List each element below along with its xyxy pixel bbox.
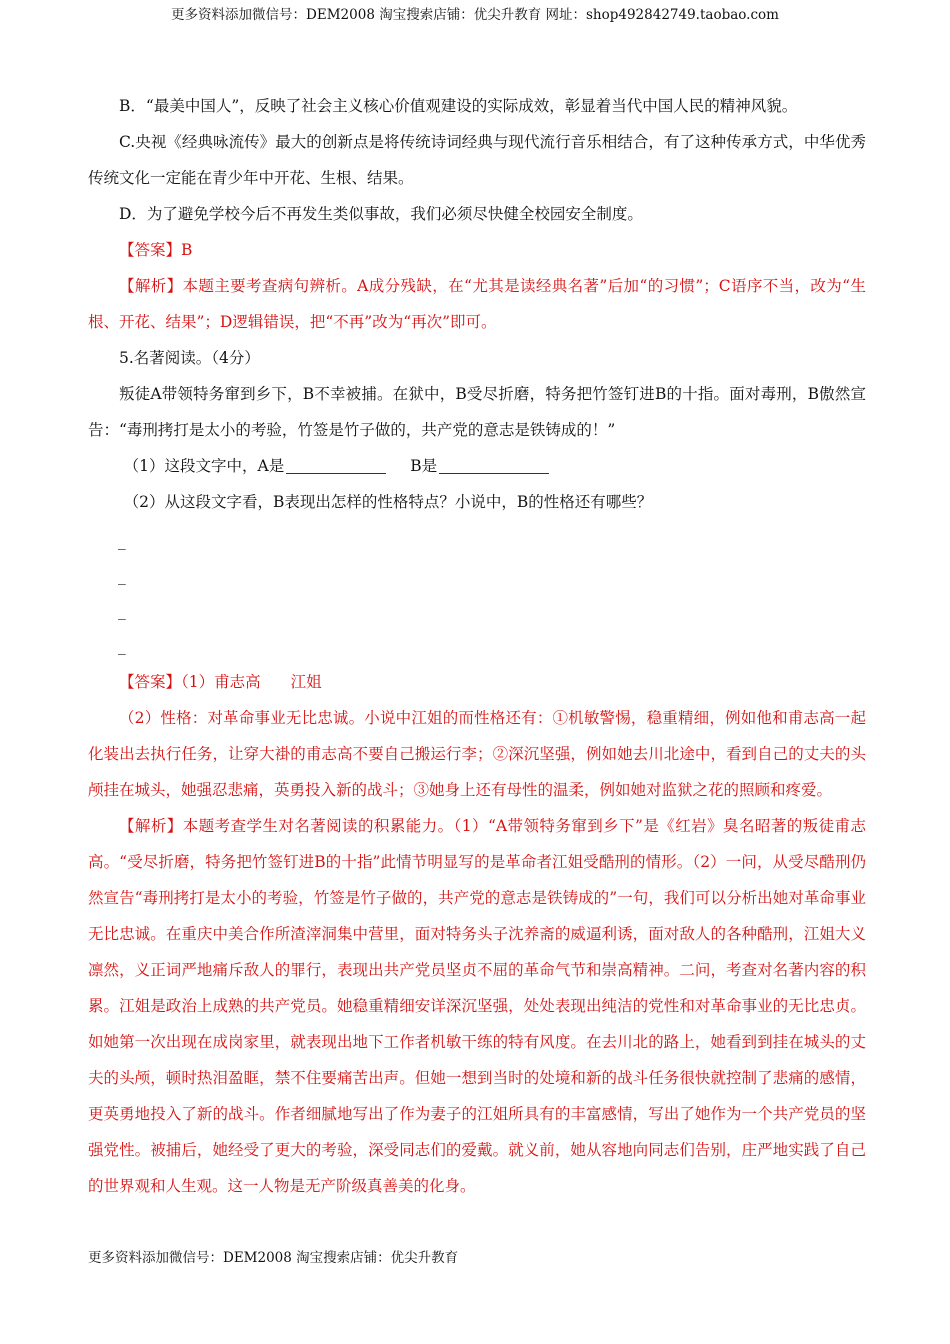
page-footer: 更多资料添加微信号：DEM2008 淘宝搜索店铺：优尖升教育 [88,1250,459,1266]
option-c: C.央视《经典咏流传》最大的创新点是将传统诗词经典与现代流行音乐相结合，有了这种传承方式，中华优秀传统文化一定能在青少年中开花、生根、结果。 [88,133,866,187]
answer-blank-a[interactable] [286,455,386,474]
q4-analysis: 【解析】本题主要考查病句辨析。A成分残缺，在“尤其是读经典名著”后加“的习惯”；C语序不当，改为“生根、开花、结果”；D逻辑错误，把“不再”改为“再次”即可。 [88,277,866,331]
q5-sub1-b: B是 [410,457,438,475]
q5-answer-part1 [88,664,866,700]
q5-sub1 [88,448,866,484]
answer-blank-b[interactable] [439,455,549,474]
option-b: B．“最美中国人”，反映了社会主义核心价值观建设的实际成效，彰显着当代中国人民的精神风貌。 [119,97,798,115]
answer-line: _ [118,637,126,655]
page-header: 更多资料添加微信号：DEM2008 淘宝搜索店铺：优尖升教育 网址：shop492842749.taobao.com [171,7,779,23]
q5-answer-name2: 江姐 [290,673,322,691]
q5-passage: 叛徒A带领特务窜到乡下，B不幸被捕。在狱中，B受尽折磨，特务把竹签钉进B的十指。面对毒刑，B傲然宣告：“毒刑拷打是太小的考验，竹签是竹子做的，共产党的意志是铁铸成的！” [88,385,866,439]
q5-title: 5.名著阅读。（4分） [119,349,260,367]
document-body [88,88,866,1204]
option-d: D．为了避免学校今后不再发生类似事故，我们必须尽快健全校园安全制度。 [119,205,643,223]
answer-line: _ [118,602,126,620]
q5-analysis: 【解析】本题考查学生对名著阅读的积累能力。（1）“A带领特务窜到乡下”是《红岩》臭名昭著的叛徒甫志高。“受尽折磨，特务把竹签钉进B的十指”此情节明显写的是革命者江姐受酷刑的情形。（2）一问，从受尽酷刑仍然宣告“毒刑拷打是太小的考验，竹签是竹子做的，共产党的意志是铁铸成的”一句，我们可以分析出她对革命事业无比忠诚。在重庆中美合作所渣滓洞集中营里，面对特务头子沈养斋的威逼利诱，面对敌人的各种酷刑，江姐大义凛然，义正词严地痛斥敌人的罪行，表现出共产党员坚贞不屈的革命气节和崇高精神。二问，考查对名著内容的积累。江姐是政治上成熟的共产党员。她稳重精细安详深沉坚强，处处表现出纯洁的党性和对革命事业的无比忠贞。如她第一次出现在成岗家里，就表现出地下工作者机敏干练的特有风度。在去川北的路上，她看到到挂在城头的丈夫的头颅，顿时热泪盈眶，禁不住要痛苦出声。但她一想到当时的处境和新的战斗任务很快就控制了悲痛的感情，更英勇地投入了新的战斗。作者细腻地写出了作为妻子的江姐所具有的丰富感情，写出了她作为一个共产党员的坚强党性。被捕后，她经受了更大的考验，深受同志们的爱戴。就义前，她从容地向同志们告别，庄严地实践了自己的世界观和人生观。这一人物是无产阶级真善美的化身。 [88,817,866,1195]
answer-line: _ [118,532,126,550]
q5-answer-label: 【答案】（1）甫志高 [119,673,261,691]
q5-sub1-prefix: （1）这段文字中，A是 [123,457,285,475]
answer-lines [88,524,866,664]
q5-answer-part2: （2）性格：对革命事业无比忠诚。小说中江姐的而性格还有：①机敏警惕，稳重精细，例如他和甫志高一起化装出去执行任务，让穿大褂的甫志高不要自己搬运行李；②深沉坚强，例如她去川北途中，看到自己的丈夫的头颅挂在城头，她强忍悲痛，英勇投入新的战斗；③她身上还有母性的温柔，例如她对监狱之花的照顾和疼爱。 [88,709,866,799]
q5-sub2: （2）从这段文字看，B表现出怎样的性格特点？小说中，B的性格还有哪些？ [123,493,653,511]
q4-answer: 【答案】B [119,241,193,259]
answer-line: _ [118,567,126,585]
